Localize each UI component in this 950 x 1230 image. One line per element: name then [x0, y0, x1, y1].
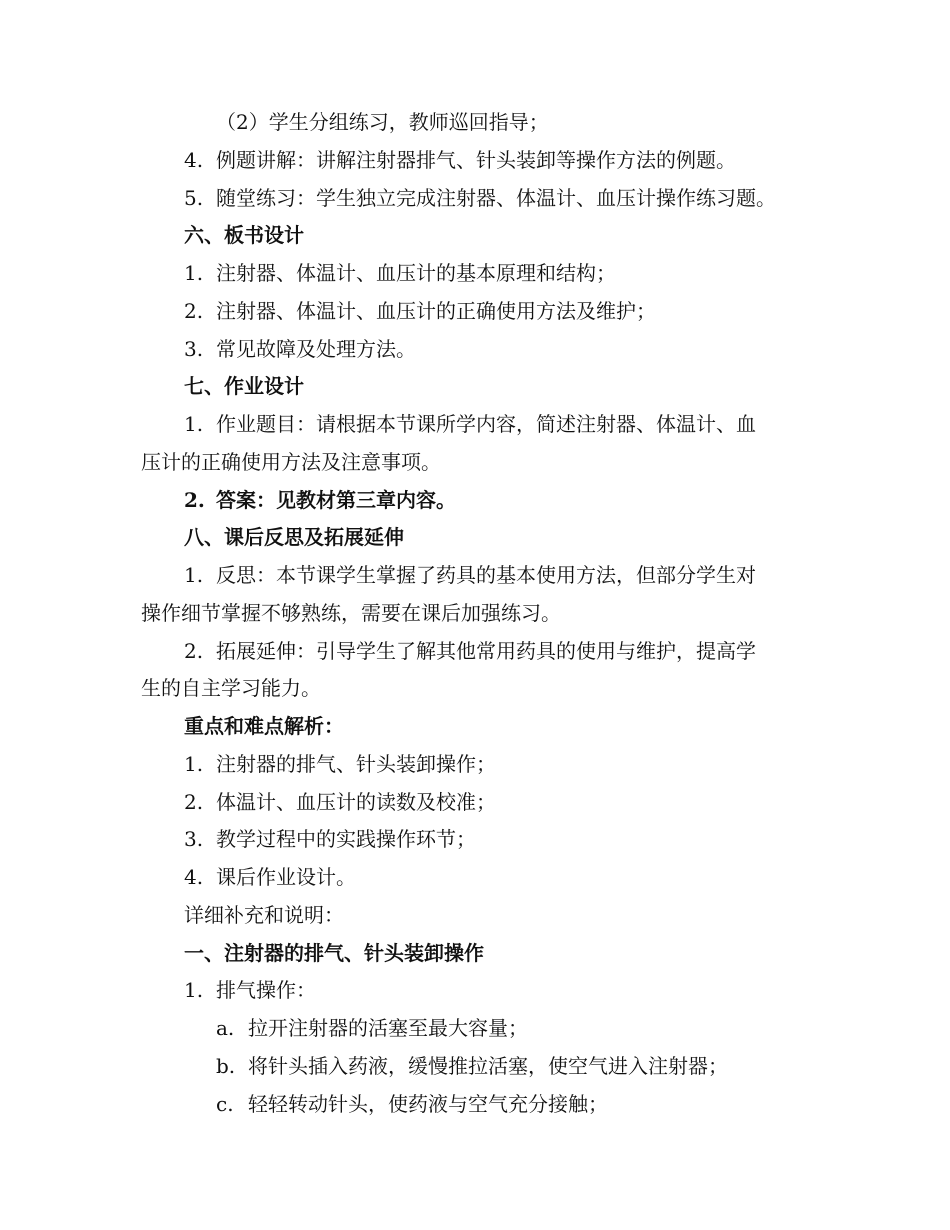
section-heading	[0, 217, 950, 255]
list-number: a.	[216, 1016, 235, 1040]
text-line	[0, 406, 950, 444]
list-number: 1.	[184, 563, 204, 587]
text-line	[0, 784, 950, 822]
line-text: 轻轻转动针头，使药液与空气充分接触；	[248, 1091, 608, 1116]
line-text: 重点和难点解析：	[184, 714, 344, 738]
line-text: 七、作业设计	[184, 374, 304, 399]
list-number: 2.	[184, 789, 204, 814]
section-heading	[0, 935, 950, 973]
text-line	[0, 1010, 950, 1048]
line-text: 注射器的排气、针头装卸操作；	[216, 751, 496, 776]
text-line-continuation	[0, 670, 950, 708]
list-number: 2.	[184, 298, 204, 323]
list-number: 2.	[184, 487, 205, 512]
text-line	[0, 180, 950, 218]
line-text: 压计的正确使用方法及注意事项。	[141, 449, 441, 474]
line-text: 体温计、血压计的读数及校准；	[216, 789, 496, 814]
line-text: 排气操作：	[216, 978, 316, 1003]
line-text: 拓展延伸：引导学生了解其他常用药具的使用与维护，提高学	[216, 638, 756, 663]
text-line	[0, 1048, 950, 1086]
text-line-continuation	[0, 444, 950, 482]
line-text: 作业题目：请根据本节课所学内容，简述注射器、体温计、血	[216, 412, 756, 436]
text-line	[0, 633, 950, 671]
section-heading	[0, 519, 950, 557]
line-text: 随堂练习：学生独立完成注射器、体温计、血压计操作练习题。	[216, 185, 776, 210]
text-line	[0, 557, 950, 595]
line-text: 注射器、体温计、血压计的基本原理和结构；	[216, 261, 616, 285]
line-text: 详细补充和说明：	[184, 902, 344, 927]
line-text: 八、课后反思及拓展延伸	[184, 525, 404, 550]
text-line	[0, 331, 950, 369]
list-number: 2.	[184, 638, 204, 663]
line-text: 注射器、体温计、血压计的正确使用方法及维护；	[216, 298, 656, 323]
list-number: 1.	[184, 751, 204, 776]
line-text: （2）学生分组练习，教师巡回指导；	[216, 110, 549, 134]
list-number: 5.	[184, 185, 204, 210]
list-number: c.	[216, 1091, 234, 1116]
text-line	[0, 255, 950, 293]
text-line	[0, 972, 950, 1010]
line-text: 拉开注射器的活塞至最大容量；	[248, 1016, 528, 1040]
text-line	[0, 104, 950, 142]
line-text: 教学过程中的实践操作环节；	[216, 827, 476, 852]
line-text: 一、注射器的排气、针头装卸操作	[184, 940, 484, 965]
list-number: 1.	[184, 978, 204, 1003]
line-text: 例题讲解：讲解注射器排气、针头装卸等操作方法的例题。	[216, 147, 736, 172]
text-line	[0, 293, 950, 331]
text-line	[0, 1086, 950, 1124]
text-line	[0, 746, 950, 784]
text-line	[0, 897, 950, 935]
list-number: b.	[216, 1053, 236, 1078]
document-page	[0, 104, 950, 1123]
line-text: 答案：见教材第三章内容。	[216, 487, 456, 512]
line-text: 课后作业设计。	[216, 865, 356, 889]
line-text: 反思：本节课学生掌握了药具的基本使用方法，但部分学生对	[216, 563, 756, 587]
list-number: 1.	[184, 261, 204, 285]
line-text: 常见故障及处理方法。	[216, 336, 416, 361]
section-heading	[0, 708, 950, 746]
line-text: 六、板书设计	[184, 223, 304, 248]
line-text: 生的自主学习能力。	[141, 676, 321, 701]
list-number: 3.	[184, 827, 204, 852]
line-text: 操作细节掌握不够熟练，需要在课后加强练习。	[141, 600, 561, 625]
list-number: 3.	[184, 336, 204, 361]
line-text: 将针头插入药液，缓慢推拉活塞，使空气进入注射器；	[248, 1053, 728, 1078]
text-line	[0, 482, 950, 520]
list-number: 1.	[184, 412, 204, 436]
text-line	[0, 821, 950, 859]
list-number: 4.	[184, 865, 204, 889]
section-heading	[0, 368, 950, 406]
text-line	[0, 142, 950, 180]
text-line-continuation	[0, 595, 950, 633]
text-line	[0, 859, 950, 897]
list-number: 4.	[184, 147, 204, 172]
